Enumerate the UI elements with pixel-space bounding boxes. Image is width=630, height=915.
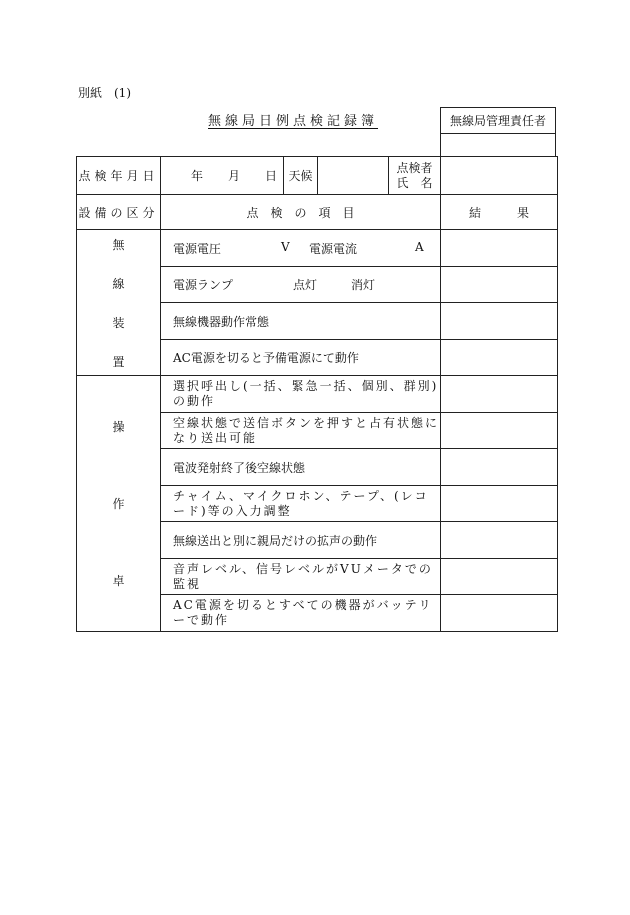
- month-label: 月: [227, 169, 240, 183]
- item-unit: V: [281, 239, 290, 254]
- item-text: 電源電流: [309, 241, 358, 256]
- date-row: [77, 157, 558, 195]
- result-cell[interactable]: [441, 522, 558, 559]
- equipment-group-radio: [77, 230, 161, 376]
- result-header: 結 果: [441, 195, 558, 230]
- year-label: 年: [191, 169, 204, 183]
- manager-label: 無線局管理責任者: [441, 108, 555, 134]
- check-item: 無線機器動作常態: [161, 303, 441, 340]
- inspection-table: [76, 156, 558, 632]
- group-char: 置: [112, 354, 125, 369]
- result-cell[interactable]: [441, 486, 558, 522]
- check-item: 無線送出と別に親局だけの拡声の動作: [161, 522, 441, 559]
- items-header: 点 検 の 項 目: [161, 195, 441, 230]
- table-row: [77, 376, 558, 413]
- result-cell[interactable]: [441, 267, 558, 303]
- column-header-row: [77, 195, 558, 230]
- date-label: 点検年月日: [77, 157, 161, 195]
- item-text: 点灯: [293, 278, 318, 292]
- date-field[interactable]: [161, 157, 284, 195]
- day-label: 日: [264, 169, 277, 183]
- result-cell[interactable]: [441, 449, 558, 486]
- document-reference: 別紙 (1): [78, 86, 131, 100]
- equipment-group-console: [77, 376, 161, 632]
- group-char: 無: [112, 237, 125, 252]
- result-cell[interactable]: [441, 559, 558, 595]
- weather-label: 天候: [284, 157, 318, 195]
- check-item: AC電源を切るとすべての機器がバッテリーで動作: [161, 595, 441, 632]
- manager-box: [440, 107, 556, 157]
- result-cell[interactable]: [441, 413, 558, 449]
- inspector-name-field[interactable]: [441, 157, 558, 195]
- result-cell[interactable]: [441, 595, 558, 632]
- weather-field[interactable]: [318, 157, 389, 195]
- item-text: 電源ランプ: [173, 278, 234, 292]
- check-item: 音声レベル、信号レベルがVUメータでの監視: [161, 559, 441, 595]
- result-cell[interactable]: [441, 340, 558, 376]
- group-char: 作: [112, 497, 125, 511]
- table-row: [77, 230, 558, 267]
- inspector-label-line1: 点検者: [396, 160, 433, 175]
- item-text: 消灯: [351, 278, 376, 292]
- result-cell[interactable]: [441, 303, 558, 340]
- group-char: 操: [112, 420, 125, 434]
- check-item: [161, 230, 441, 267]
- item-unit: A: [415, 239, 424, 254]
- check-item: [161, 267, 441, 303]
- inspector-label: [389, 157, 441, 195]
- result-cell[interactable]: [441, 230, 558, 267]
- manager-stamp-field[interactable]: [441, 134, 555, 158]
- group-char: 線: [112, 276, 125, 291]
- check-item: AC電源を切ると予備電源にて動作: [161, 340, 441, 376]
- check-item: 選択呼出し(一括、緊急一括、個別、群別)の動作: [161, 376, 441, 413]
- group-char: 卓: [112, 574, 125, 588]
- result-cell[interactable]: [441, 376, 558, 413]
- item-text: 電源電圧: [173, 241, 222, 256]
- check-item: 電波発射終了後空線状態: [161, 449, 441, 486]
- check-item: チャイム、マイクロホン、テープ、(レコード)等の入力調整: [161, 486, 441, 522]
- group-char: 装: [112, 315, 125, 330]
- inspector-label-line2: 氏 名: [396, 175, 433, 190]
- check-item: 空線状態で送信ボタンを押すと占有状態になり送出可能: [161, 413, 441, 449]
- equipment-header: 設備の区分: [77, 195, 161, 230]
- form-title: 無線局日例点検記録簿: [208, 114, 379, 129]
